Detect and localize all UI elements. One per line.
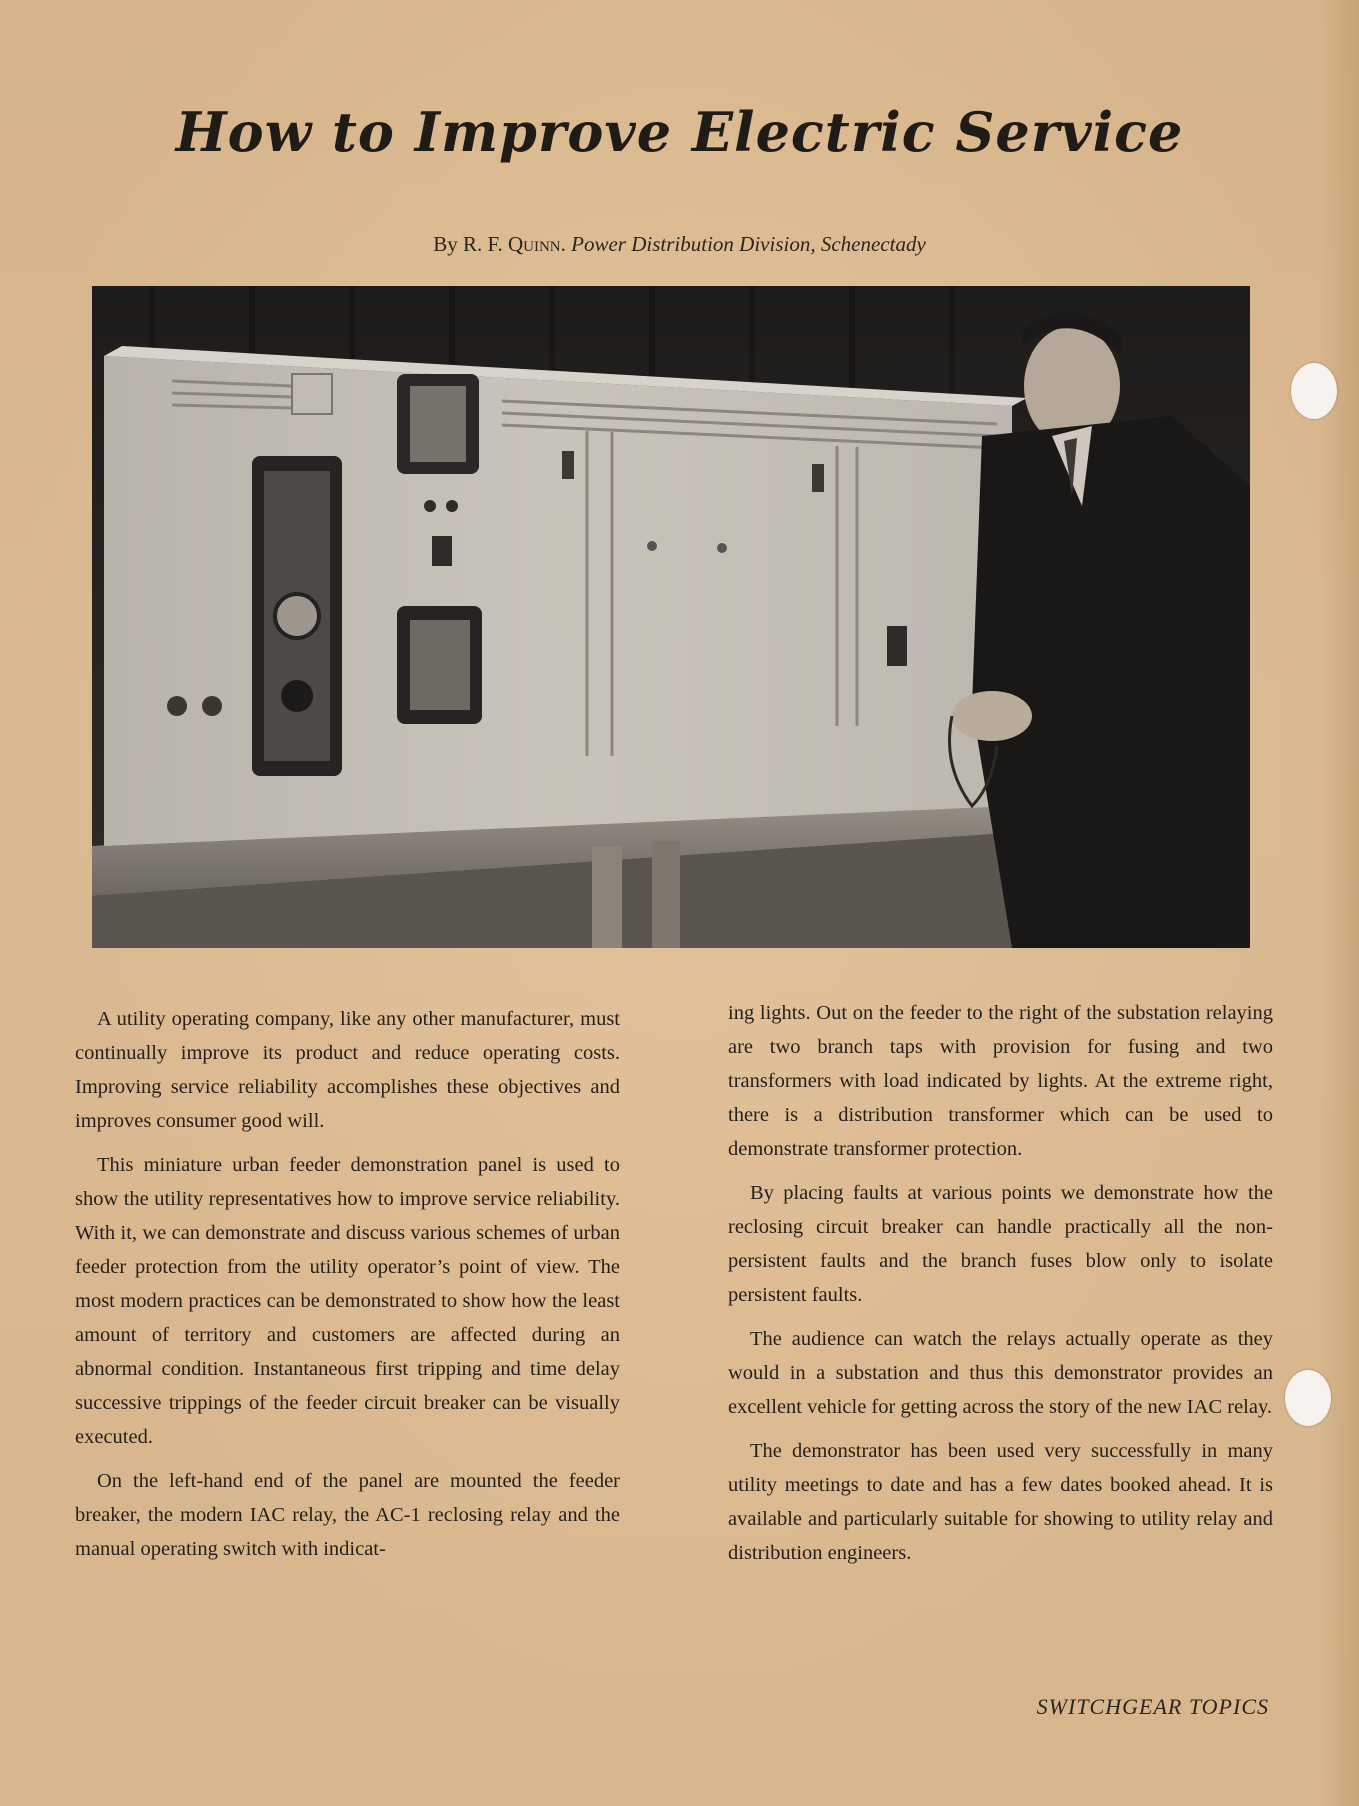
paragraph: A utility operating company, like any other manufacturer, must continually improve its product and reduce operating costs. Improving service reliability accomplishes these objectives and improves consumer good will. — [75, 1008, 620, 1132]
body-column-left — [75, 1002, 620, 1576]
paragraph: The demonstrator has been used very successfully in many utility meetings to date and has a few dates booked ahead. It is available and particularly suitable for showing to utility relay and distribution engineers. — [728, 1440, 1273, 1564]
byline-prefix: By R. F. — [433, 232, 503, 256]
photo-illustration — [92, 286, 1250, 948]
photograph-demonstration-panel — [92, 286, 1250, 948]
punch-hole — [1291, 363, 1337, 419]
byline — [0, 232, 1359, 257]
page-edge-shadow — [1319, 0, 1359, 1806]
paragraph: ing lights. Out on the feeder to the right of the substation relaying are two branch taps with provision for fusing and two transformers with load indicated by lights. At the extreme right, there is a distribution transformer which can be used to demonstrate transformer protection. — [728, 1002, 1273, 1160]
byline-affiliation: Power Distribution Division, Schenectady — [571, 232, 926, 256]
article-title: How to Improve Electric Service — [175, 100, 1184, 164]
paragraph: This miniature urban feeder demonstration panel is used to show the utility representatives how to improve service reliability. With it, we can demonstrate and discuss various schemes of urban feeder protection from the utility operator’s point of view. The most modern practices can be demonstrated to show how the least amount of territory and customers are affected during an abnormal condition. Instantaneous first tripping and time delay successive trippings of the feeder circuit breaker can be visually executed. — [75, 1154, 620, 1448]
paragraph: On the left-hand end of the panel are mounted the feeder breaker, the modern IAC relay, the AC-1 reclosing relay and the manual operating switch with indicat- — [75, 1470, 620, 1560]
paragraph: By placing faults at various points we demonstrate how the reclosing circuit breaker can handle practically all the non-persistent faults and the branch fuses blow only to isolate persistent faults. — [728, 1182, 1273, 1306]
publication-footer: SWITCHGEAR TOPICS — [1036, 1694, 1269, 1719]
byline-name: Quinn. — [507, 232, 566, 256]
paragraph: The audience can watch the relays actually operate as they would in a substation and thus this demonstrator provides an excellent vehicle for getting across the story of the new IAC relay. — [728, 1328, 1273, 1418]
body-column-right — [728, 996, 1273, 1580]
punch-hole — [1285, 1370, 1331, 1426]
